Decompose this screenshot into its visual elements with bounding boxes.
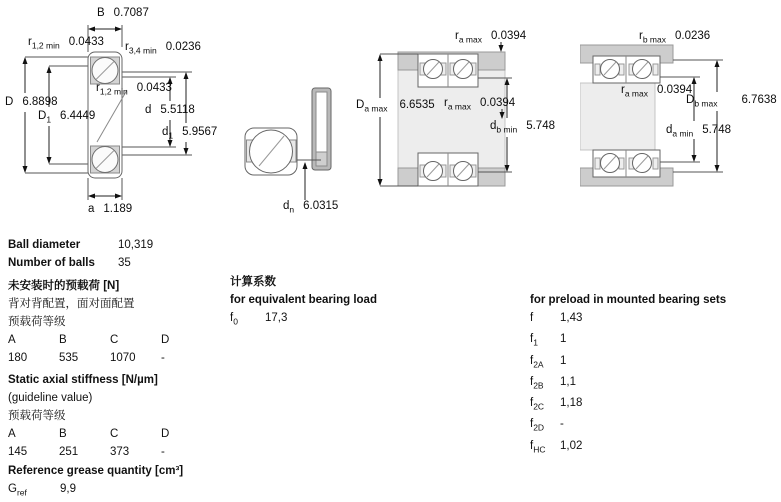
dim-label-r34-top: $r_{3,4 min}$ 0.0236	[125, 41, 201, 56]
grease-symbol: $G_{ref}$	[8, 483, 27, 498]
dim-label-ra-mid-b: $r_{a max}$ 0.0394	[621, 84, 693, 99]
mounted-set-diagram-a	[352, 25, 562, 210]
stiffness-class-header: A B C D	[8, 428, 170, 440]
dim-label-da: $d_{a min}$ 5.748	[666, 124, 731, 139]
bearing-pair-bottom	[593, 150, 660, 177]
f0-symbol: $f_0$	[230, 312, 238, 327]
equiv-load-heading: for equivalent bearing load	[230, 294, 377, 306]
f0-row	[230, 309, 510, 330]
dim-label-rb-top: $r_{b max}$ 0.0236	[639, 30, 711, 45]
bearing-cross-section-diagram	[0, 0, 235, 230]
preload-class-header: A B C D	[8, 334, 170, 346]
dim-label-B: B 0.7087	[97, 7, 149, 19]
ball-diameter-label: Ball diameter	[8, 239, 81, 251]
dim-label-db: $d_{b min}$ 5.748	[490, 120, 555, 135]
spec-table-left	[8, 236, 233, 501]
dim-label-r12-mid: $r_{1,2 min}$ 0.0433	[96, 82, 172, 97]
dim-label-d: d 5.5118	[145, 104, 195, 116]
factor-row: $f_1$ 1	[530, 333, 567, 348]
dim-label-d1: $d_1$ 5.9567	[162, 126, 218, 141]
dimension-lines	[660, 60, 723, 172]
mounted-set-diagram-b	[580, 25, 781, 210]
number-of-balls-row	[8, 254, 233, 272]
stiffness-values-row: 145 251 373 -	[8, 446, 165, 458]
factor-row: $f_{HC}$ 1,02	[530, 439, 583, 455]
dim-label-a: a 1.189	[88, 203, 133, 215]
dim-label-r12-top: $r_{1,2 min}$ 0.0433	[28, 36, 104, 51]
factor-row: f 1,43	[530, 312, 583, 324]
grease-value: 9,9	[60, 483, 76, 495]
bearing-pair-bottom	[418, 153, 478, 186]
dim-label-Da: $D_{a max}$ 6.6535	[356, 99, 435, 114]
dim-label-D: D 6.8898	[5, 96, 58, 108]
bearing-front	[245, 128, 297, 175]
factor-row: $f_{2D}$ -	[530, 418, 564, 433]
number-of-balls-label: Number of balls	[8, 257, 95, 269]
preload-factors-column	[530, 291, 780, 458]
dim-label-D1: $D_1$ 6.4449	[38, 110, 96, 125]
stiffness-heading: Static axial stiffness [N/µm]	[8, 374, 158, 386]
stiffness-subtitle-guideline: (guideline value)	[8, 392, 93, 404]
dim-label-ra-mid-a: $r_{a max}$ 0.0394	[444, 97, 516, 112]
dim-label-Db: $D_{b max}$ 6.7638	[686, 94, 777, 109]
stiffness-subtitle-class: 预载荷等级	[8, 410, 66, 422]
f0-value: 17,3	[265, 312, 288, 324]
factor-row: $f_{2A}$ 1	[530, 354, 567, 369]
calc-heading-cn: 计算系数	[230, 276, 276, 288]
number-of-balls-value: 35	[118, 257, 131, 269]
preload-subtitle-arrangement: 背对背配置，面对面配置	[8, 298, 135, 310]
ball-diameter-row	[8, 236, 233, 254]
factor-row: $f_{2C}$ 1,18	[530, 397, 583, 412]
preload-subtitle-class: 预载荷等级	[8, 316, 66, 328]
factor-row: $f_{2B}$ 1,1	[530, 375, 576, 391]
dim-label-dn: $d_n$ 6.0315	[283, 200, 339, 215]
grease-row	[8, 480, 233, 501]
spacer-ring	[312, 88, 331, 170]
grease-heading: Reference grease quantity [cm³]	[8, 465, 184, 477]
ball-diameter-value: 10,319	[118, 239, 154, 251]
preload-values-row: 180 535 1070 -	[8, 352, 165, 364]
calc-factors-column	[230, 273, 510, 330]
dim-label-ra-top: $r_{a max}$ 0.0394	[455, 30, 527, 45]
bearing-pair-top	[593, 56, 660, 83]
bearing-pair-top	[418, 54, 478, 87]
preload-sets-heading: for preload in mounted bearing sets	[530, 294, 727, 306]
preload-heading: 未安装时的预载荷 [N]	[8, 280, 120, 292]
